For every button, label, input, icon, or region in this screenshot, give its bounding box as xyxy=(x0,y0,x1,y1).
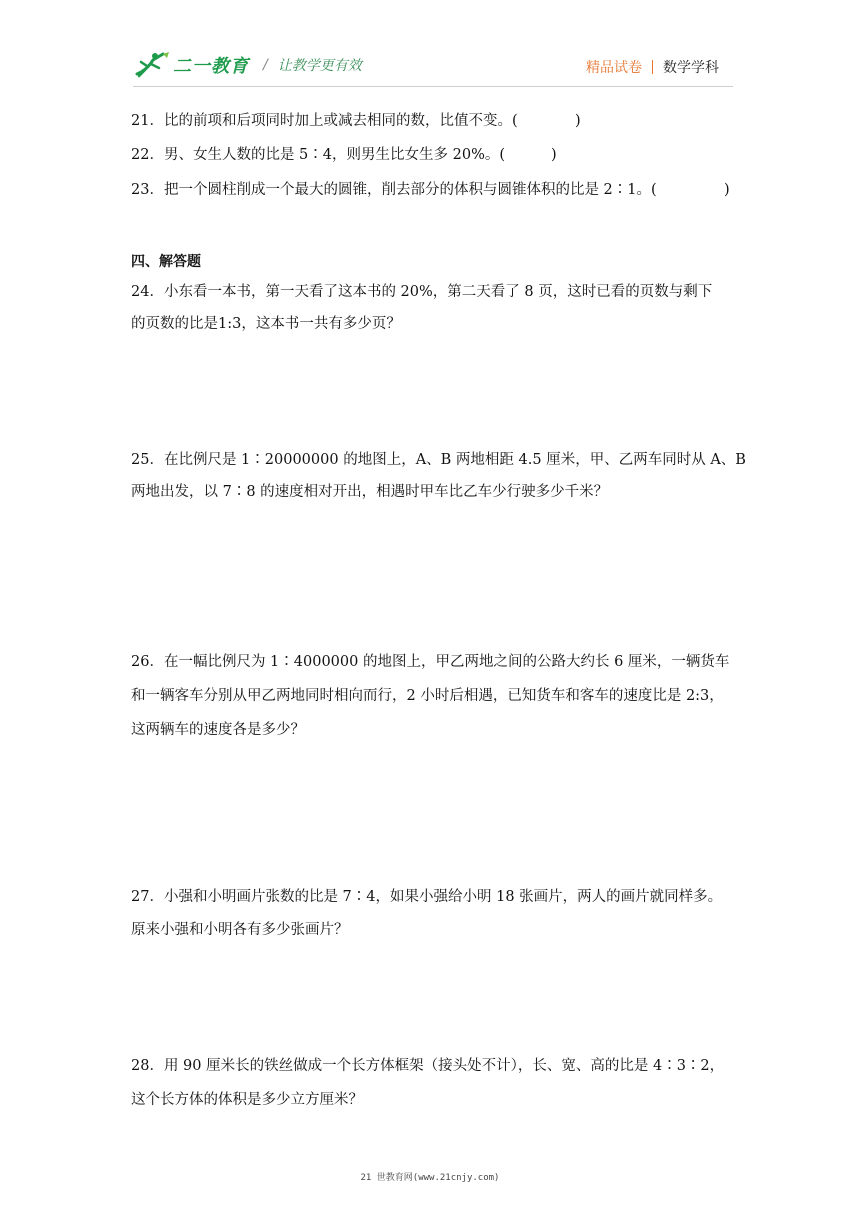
question-number: 22． xyxy=(131,147,164,163)
problem-27-line-2: 原来小强和小明各有多少张画片？ xyxy=(131,922,349,938)
question-number: 23． xyxy=(131,182,164,198)
problem-24-line-2: 的页数的比是1:3，这本书一共有多少页？ xyxy=(131,316,401,332)
brand-logo xyxy=(133,50,362,80)
problem-25-line-2: 两地出发，以 7∶8 的速度相对开出，相遇时甲车比乙车少行驶多少千米？ xyxy=(131,484,609,500)
slogan-text: 让教学更有效 xyxy=(277,58,362,74)
problem-26-line-1: 26．在一幅比例尺为 1∶4000000 的地图上，甲乙两地之间的公路大约长 6 厘米，一辆货车 xyxy=(131,654,730,670)
header-badges xyxy=(586,57,719,77)
problem-24-line-1: 24．小东看一本书，第一天看了这本书的 20%，第二天看了 8 页，这时已看的页数与剩下 xyxy=(131,284,713,300)
problem-26-line-2: 和一辆客车分别从甲乙两地同时相向而行，2 小时后相遇，已知货车和客车的速度比是 2:3， xyxy=(131,688,724,704)
running-man-logo-icon xyxy=(133,50,171,80)
brand-name: 二一教育 xyxy=(173,56,249,77)
problem-28-line-2: 这个长方体的体积是多少立方厘米？ xyxy=(131,1092,363,1108)
problem-25-line-1: 25．在比例尺是 1∶20000000 的地图上，A、B 两地相距 4.5 厘米，甲、乙两车同时从 A、B xyxy=(131,452,746,468)
problem-26-line-3: 这两辆车的速度各是多少？ xyxy=(131,722,305,738)
page-header xyxy=(133,44,733,88)
problem-27-line-1: 27．小强和小明画片张数的比是 7∶4，如果小强给小明 18 张画片，两人的画片就同样多。 xyxy=(131,889,723,905)
answer-blank-close[interactable]: ) xyxy=(551,147,557,163)
header-separator xyxy=(652,60,653,74)
question-text: 男、女生人数的比是 5∶4，则男生比女生多 20%。( xyxy=(163,147,506,163)
question-23 xyxy=(131,180,657,200)
answer-blank-close[interactable]: ) xyxy=(724,182,730,198)
subject-label: 数学学科 xyxy=(663,60,719,76)
question-text: 把一个圆柱削成一个最大的圆锥，削去部分的体积与圆锥体积的比是 2∶1。( xyxy=(163,182,657,198)
question-21 xyxy=(131,111,518,131)
page-footer: 21 世教育网(www.21cnjy.com) xyxy=(360,1173,500,1183)
question-number: 21． xyxy=(131,113,164,129)
section-title: 四、解答题 xyxy=(131,254,201,270)
premium-paper-label: 精品试卷 xyxy=(586,60,642,76)
answer-blank-close[interactable]: ) xyxy=(575,113,581,129)
problem-28-line-1: 28．用 90 厘米长的铁丝做成一个长方体框架（接头处不计），长、宽、高的比是 4∶3∶2， xyxy=(131,1058,725,1074)
slogan-divider: / xyxy=(263,57,268,73)
question-text: 比的前项和后项同时加上或减去相同的数，比值不变。( xyxy=(163,113,518,129)
question-22 xyxy=(131,145,505,165)
header-rule xyxy=(133,86,733,87)
